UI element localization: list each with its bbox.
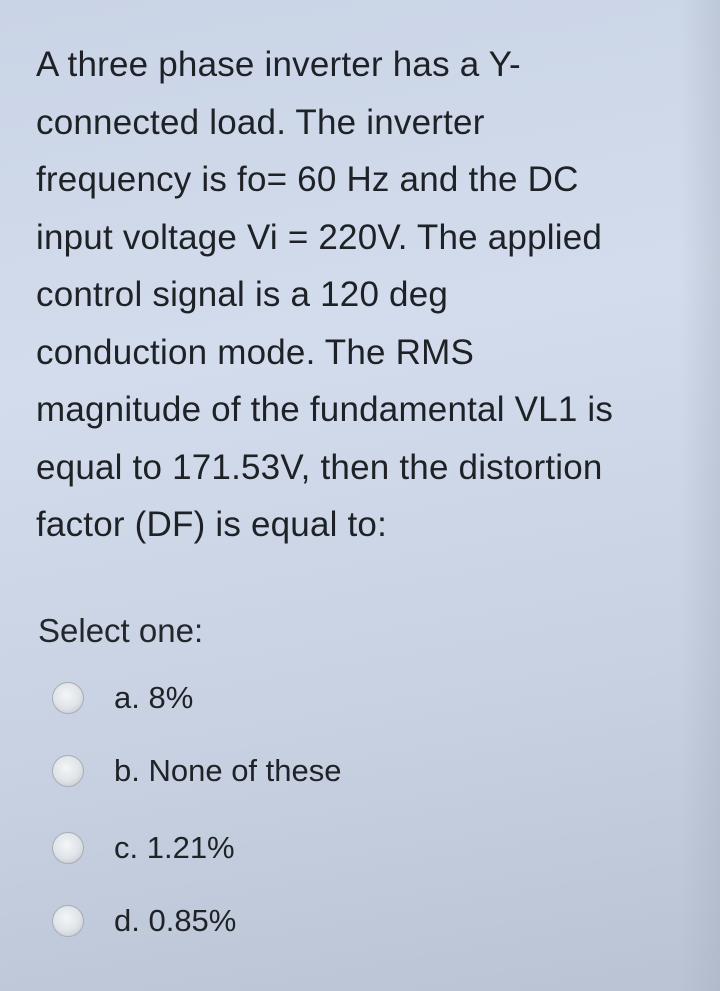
- option-d-radio[interactable]: [52, 905, 84, 937]
- option-c-label[interactable]: c. 1.21%: [114, 830, 235, 865]
- option-b[interactable]: [52, 749, 342, 793]
- option-a-label[interactable]: a. 8%: [114, 680, 194, 715]
- question-line: input voltage Vi = 220V. The applied: [36, 217, 603, 257]
- option-d-label[interactable]: d. 0.85%: [114, 903, 237, 938]
- select-one-prompt: Select one:: [38, 612, 204, 649]
- option-c[interactable]: [52, 826, 235, 870]
- option-b-label[interactable]: b. None of these: [114, 753, 342, 788]
- question-line: A three phase inverter has a Y-: [36, 45, 521, 84]
- option-b-radio[interactable]: [52, 755, 84, 787]
- question-line: equal to 171.53V, then the distortion: [36, 447, 603, 487]
- question-line: magnitude of the fundamental VL1 is: [36, 390, 614, 429]
- question-line: frequency is fo= 60 Hz and the DC: [36, 160, 579, 199]
- question-line: factor (DF) is equal to:: [36, 505, 388, 544]
- option-c-radio[interactable]: [52, 832, 84, 864]
- question-text: [36, 36, 696, 554]
- question-line: connected load. The inverter: [36, 102, 485, 142]
- question-line: control signal is a 120 deg: [36, 275, 449, 314]
- option-a[interactable]: [52, 676, 193, 720]
- option-a-radio[interactable]: [52, 682, 84, 714]
- option-d[interactable]: [52, 899, 236, 943]
- question-line: conduction mode. The RMS: [36, 332, 474, 372]
